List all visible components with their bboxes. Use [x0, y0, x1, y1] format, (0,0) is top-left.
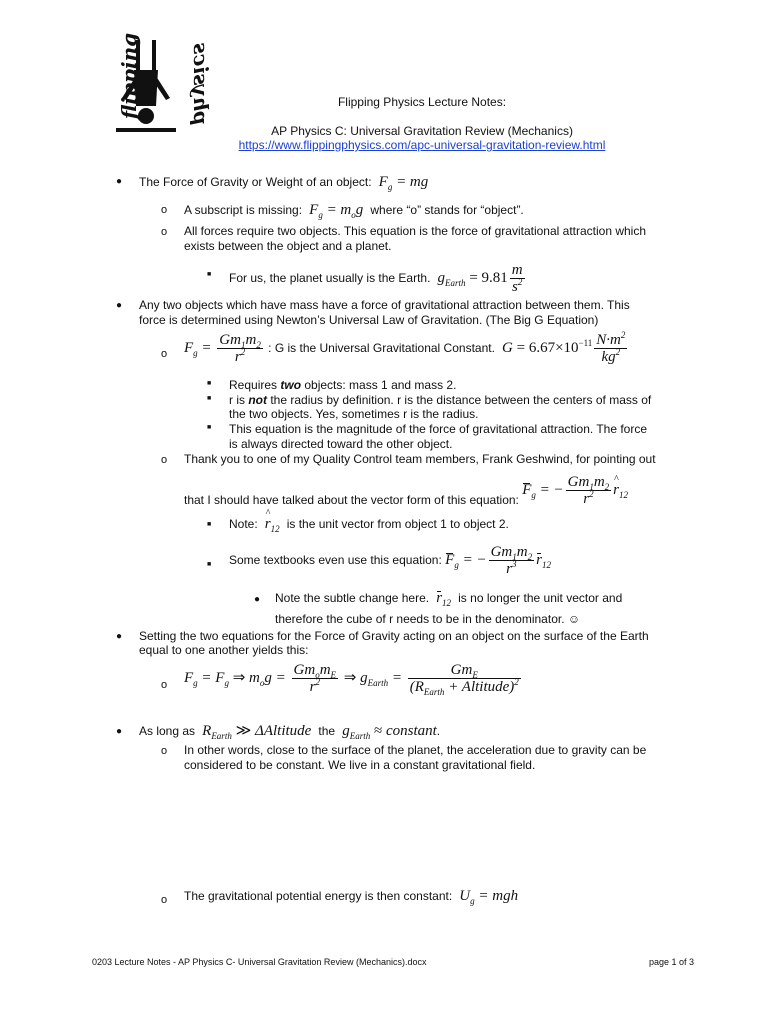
sub-bullet-text: exists between the object and a planet.: [184, 239, 392, 253]
circle-bullet: o: [161, 226, 168, 238]
square-bullet-text: objects: mass 1 and mass 2.: [301, 378, 457, 392]
eq-big-g-value: $G = 6.67\times 10^{-11}$ $\frac{N\cdot m^2}{kg^2}$: [498, 330, 626, 365]
header-title: Flipping Physics Lecture Notes:: [337, 95, 507, 109]
eq-vector-gravitation: $F_g$ = − $\frac{Gm_1m_2}{r^2}$ ^ $r_{12}$: [522, 482, 628, 498]
bullet-text: Setting the two equations for the Force of Gravity acting on an object on the surface of the Earth: [139, 629, 649, 643]
dot-bullet-text: therefore the cube of r needs to be in the denominator. ☺: [275, 612, 581, 626]
eq-g-earth-constant: $g_{Earth}$ ≈ constant: [338, 723, 437, 741]
emphasis-not: not: [248, 393, 267, 407]
square-bullet-earth: [229, 262, 527, 295]
sub-bullet-potential-energy: [184, 888, 518, 905]
dot-bullet-subtle-change: [275, 590, 622, 607]
header-url-link[interactable]: https://www.flippingphysics.com/apc-universal-gravitation-review.html: [238, 138, 606, 152]
eq-ug-mgh: $U_g$ = mgh: [455, 888, 519, 906]
bullet-dot: ●: [116, 631, 123, 642]
circle-bullet: o: [161, 894, 168, 906]
eq-r-bar-12: $r_{12}$: [436, 590, 452, 608]
bullet-text: the: [318, 724, 336, 738]
sub-bullet-text: All forces require two objects. This equation is the force of gravitational attraction which: [184, 224, 647, 238]
square-bullet: ■: [207, 424, 212, 431]
bullet-dot: ●: [116, 726, 123, 737]
sub-bullet-text: considered to be constant. We live in a constant gravitational field.: [184, 758, 536, 772]
bullet-dot: ●: [116, 176, 123, 187]
square-bullet-two-objects: [229, 378, 456, 392]
square-bullet-text: is the unit vector from object 1 to object 2.: [286, 517, 509, 531]
footer-filename: 0203 Lecture Notes - AP Physics C- Universal Gravitation Review (Mechanics).docx: [92, 957, 427, 967]
sub-bullet-text: The gravitational potential energy is then constant:: [184, 889, 453, 903]
sub-bullet-subscript: [184, 202, 524, 219]
eq-surface-gravity: [184, 662, 523, 695]
bullet-dot: ●: [254, 594, 261, 605]
eq-newton-gravitation: $F_g$ = $\frac{Gm_1m_2}{r^2}$: [184, 332, 261, 365]
eq-fg-mg: $F_g$ = mg: [374, 174, 429, 192]
bullet-text: .: [436, 724, 441, 738]
square-bullet-textbook-eq: [229, 544, 551, 577]
square-bullet-unit-vector: [229, 516, 509, 533]
circle-bullet: o: [161, 348, 168, 360]
square-bullet: ■: [207, 271, 212, 278]
sub-bullet-text: A subscript is missing:: [184, 203, 303, 217]
eq-fg-mog: $F_g = m_og$: [305, 202, 368, 220]
eq-vector-gravitation-cube: $F_g$ = − $\frac{Gm_1m_2}{r^3}$ $r_{12}$: [445, 544, 551, 577]
square-bullet-text: This equation is the magnitude of the force of gravitational attraction. The force: [229, 422, 648, 436]
dot-bullet-text: is no longer the unit vector and: [458, 591, 623, 605]
square-bullet: ■: [207, 521, 212, 528]
sub-bullet-text: : G is the Universal Gravitational Constant.: [268, 340, 495, 355]
eq-r-hat-12: ^ $r_{12}$: [261, 516, 283, 532]
eq-r-earth-gg-altitude: $R_{Earth}$ ≫ ΔAltitude: [198, 723, 316, 741]
circle-bullet: o: [161, 204, 168, 216]
footer-page-number: page 1 of 3: [648, 957, 694, 967]
circle-bullet: o: [161, 679, 168, 691]
square-bullet: ■: [207, 561, 212, 568]
header-subtitle: AP Physics C: Universal Gravitation Review (Mechanics): [271, 124, 573, 138]
square-bullet-text: the radius by definition. r is the distance between the centers of mass of: [267, 393, 652, 407]
square-bullet-text: r is: [229, 393, 249, 407]
bullet-text: equal to one another yields this:: [139, 643, 309, 657]
square-bullet: ■: [207, 395, 212, 402]
emphasis-two: two: [280, 378, 302, 392]
logo-text-physics: physics: [189, 42, 214, 126]
circle-bullet: o: [161, 745, 168, 757]
square-bullet-text: Some textbooks even use this equation:: [229, 552, 442, 567]
bullet-text: Any two objects which have mass have a force of gravitational attraction between them. This: [139, 298, 630, 312]
bullet-text: As long as: [139, 724, 196, 738]
eq-g-earth: $g_{Earth} = 9.81$ $\frac{m}{s^2}$: [433, 262, 523, 295]
sub-bullet-big-g: [184, 332, 629, 365]
square-bullet-text: is always directed toward the other object.: [229, 437, 453, 451]
circle-bullet: o: [161, 454, 168, 466]
sub-bullet-text: Thank you to one of my Quality Control team members, Frank Geshwind, for pointing out: [184, 452, 656, 466]
square-bullet-text: Requires: [229, 378, 281, 392]
sub-bullet-text: where “o” stands for “object”.: [370, 203, 524, 217]
dot-bullet-text: Note the subtle change here.: [275, 591, 430, 605]
square-bullet: ■: [207, 380, 212, 387]
bullet-dot: ●: [116, 300, 123, 311]
sub-bullet-text: that I should have talked about the vector form of this equation:: [184, 492, 519, 507]
sub-bullet-vector-form: [184, 474, 628, 507]
bullet-force-of-gravity: [139, 174, 428, 191]
square-bullet-text: the two objects. Yes, sometimes r is the radius.: [229, 407, 479, 421]
header-link-wrap: [0, 138, 768, 152]
eq-g-earth-derivation: $F_g = F_g$ ⇒ $m_og$ = $\frac{Gm_om_E}{r^2}$ ⇒ $g_{Earth}$ = $\frac{Gm_E}{(R_{Earth} + Altitude)^2}$: [184, 662, 519, 697]
sub-bullet-text: In other words, close to the surface of the planet, the acceleration due to gravity can be: [184, 743, 647, 757]
square-bullet-r-definition: [229, 393, 651, 407]
bullet-as-long-as: [139, 721, 440, 740]
bullet-text: The Force of Gravity or Weight of an object:: [139, 175, 372, 189]
logo-text-flipping: flipping: [117, 32, 142, 120]
bullet-text: force is determined using Newton’s Universal Law of Gravitation. (The Big G Equation): [139, 313, 599, 327]
square-bullet-text: Note:: [229, 517, 258, 531]
square-bullet-text: For us, the planet usually is the Earth.: [229, 270, 431, 285]
